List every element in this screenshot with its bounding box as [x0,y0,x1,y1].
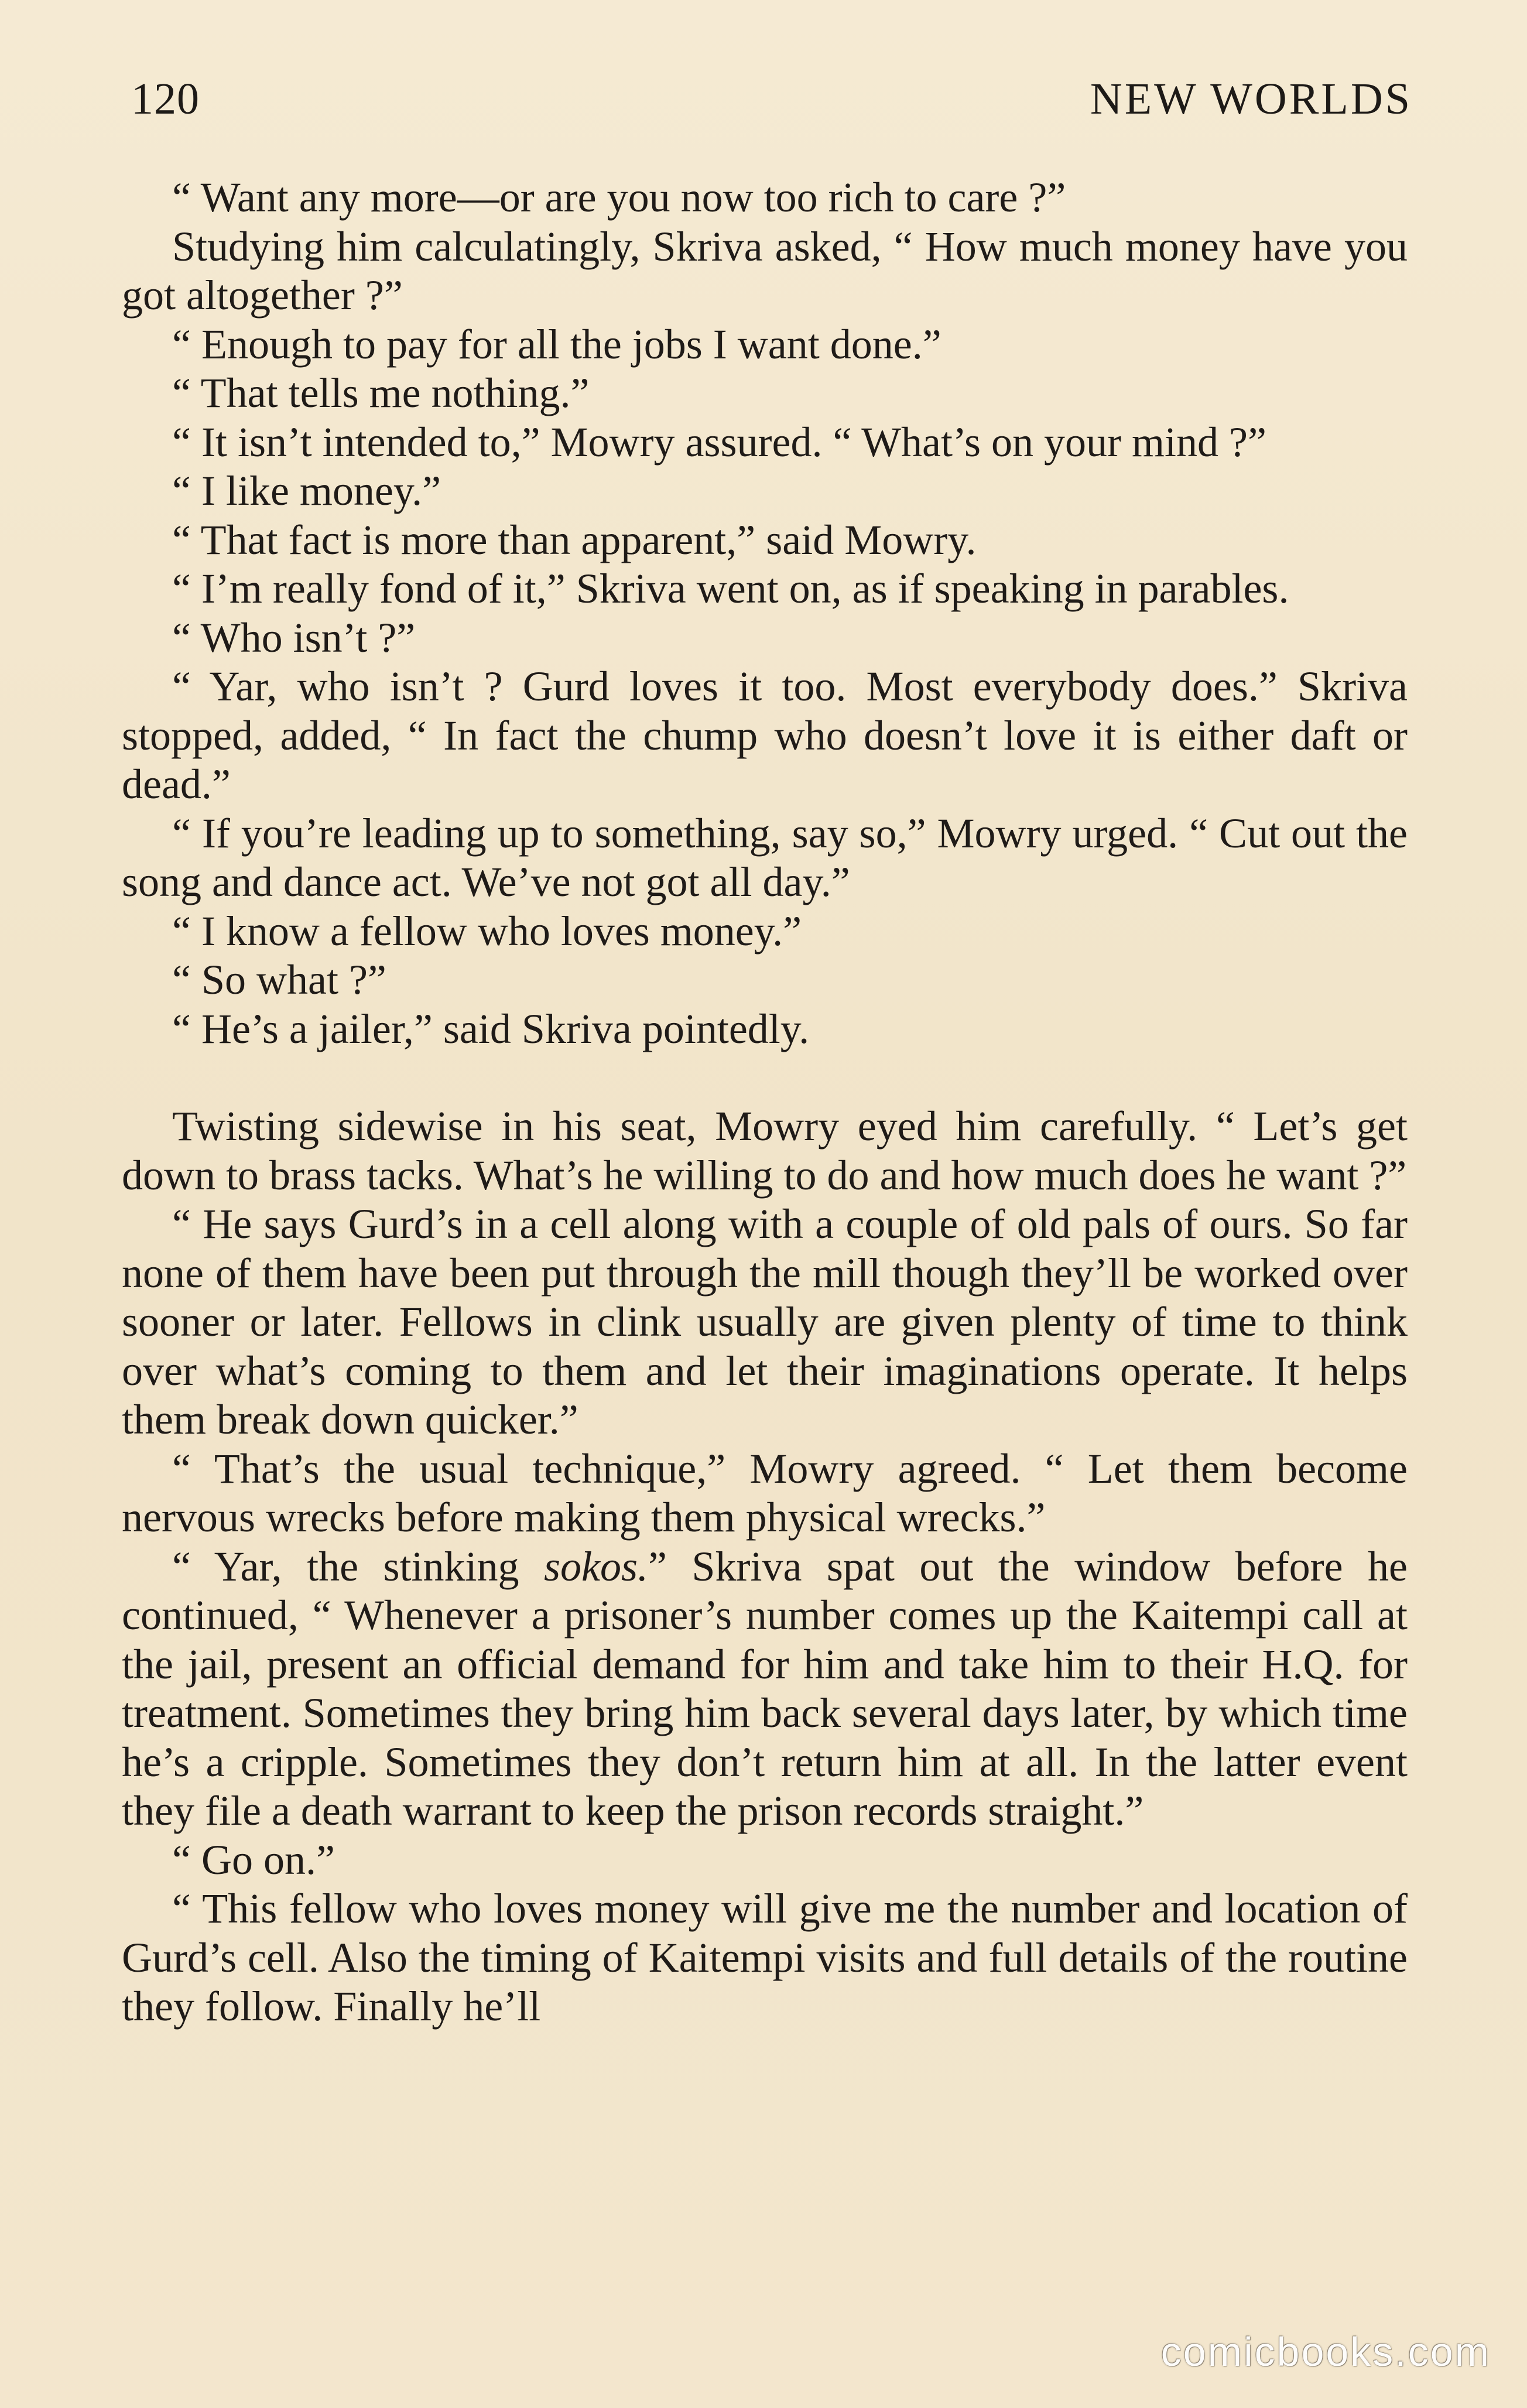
paragraph: “ It isn’t intended to,” Mowry assured. “ What’s on your mind ?” [172,418,1266,466]
paragraph: “ Enough to pay for all the jobs I want done.” [172,320,941,368]
paragraph: “ That’s the usual technique,” Mowry agreed. “ Let them become nervous wrecks before making them physical wrecks.” [122,1445,1408,1541]
page-number: 120 [131,74,200,124]
paragraph-text: ” Skriva spat out the window before he continued, “ Whenever a prisoner’s number comes up the Kaitempi call at the jail, present an official demand for him and take him to their H.Q. for treatment. Sometimes they bring him back several days later, by which time he’s a cripple. Sometimes they don’t return him at all. In the latter event they file a death warrant to keep the prison records straight.” [122,1542,1408,1834]
italic-word: sokos. [544,1542,648,1590]
paragraph: “ That fact is more than apparent,” said Mowry. [172,516,977,563]
paragraph: “ So what ?” [172,956,386,1003]
paragraph: Studying him calculatingly, Skriva asked, “ How much money have you got altogether ?” [122,223,1408,319]
watermark: comicbooks.com [1160,2329,1491,2375]
paragraph: “ He’s a jailer,” said Skriva pointedly. [172,1005,810,1052]
paragraph: “ Yar, who isn’t ? Gurd loves it too. Most everybody does.” Skriva stopped, added, “ In fact the chump who doesn’t love it is either daft or dead.” [122,663,1408,808]
paragraph: “ This fellow who loves money will give me the number and location of Gurd’s cell. Also the timing of Kaitempi visits and full details of the routine they follow. Finally he’ll [122,1885,1408,2030]
paragraph: “ Who isn’t ?” [172,614,416,661]
paragraph: “ He says Gurd’s in a cell along with a couple of old pals of ours. So far none of them have been put through the mill though they’ll be worked over sooner or later. Fellows in clink usually are given plenty of time to think over what’s coming to them and let their imaginations operate. It helps them break down quicker.” [122,1200,1408,1443]
paragraph: “ I know a fellow who loves money.” [172,907,802,955]
paragraph: “ I like money.” [172,467,441,514]
paragraph: “ Go on.” [172,1836,335,1883]
paragraph: “ If you’re leading up to something, say so,” Mowry urged. “ Cut out the song and dance act. We’ve not got all day.” [122,809,1408,905]
page-header [124,74,1412,132]
paragraph: “ That tells me nothing.” [172,370,590,416]
paragraph: “ Want any more—or are you now too rich to care ?” [172,174,1066,221]
paragraph [122,1542,1408,1836]
body-text [122,173,1408,2031]
paragraph: “ I’m really fond of it,” Skriva went on, as if speaking in parables. [172,565,1289,612]
paragraph-text: “ Yar, the stinking [172,1542,544,1590]
running-head: NEW WORLDS [1090,74,1412,124]
paragraph: Twisting sidewise in his seat, Mowry eyed him carefully. “ Let’s get down to brass tacks. What’s he willing to do and how much does he want ?” [122,1103,1408,1199]
